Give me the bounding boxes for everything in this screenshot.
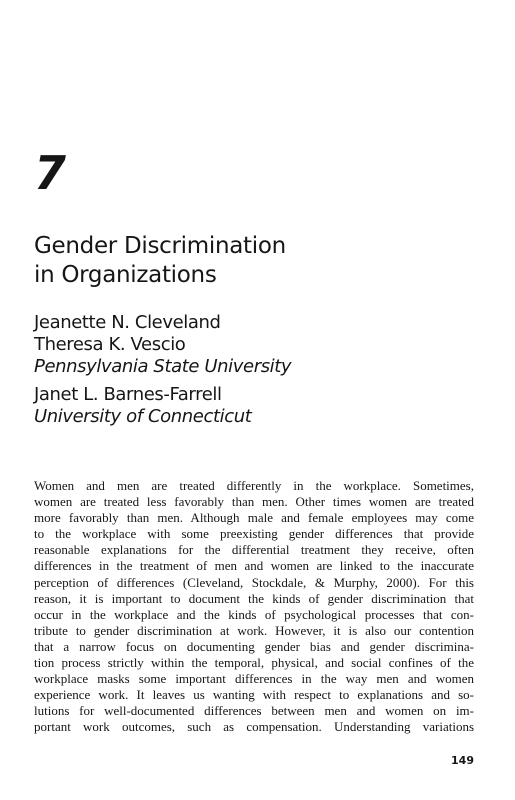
author-name: Janet L. Barnes-Farrell xyxy=(34,384,222,405)
body-line: differences in the treatment of men and women are linked to the inaccurate xyxy=(34,558,474,574)
body-line: experience work. It leaves us wanting with respect to explanations and so- xyxy=(34,687,474,703)
author-block xyxy=(34,312,291,428)
body-line: reason, it is important to document the kinds of gender discrimination that xyxy=(34,590,474,606)
chapter-number: 7 xyxy=(34,146,67,200)
chapter-title-line: Gender Discrimination xyxy=(34,233,286,259)
body-paragraph xyxy=(34,478,474,736)
body-line: portant work outcomes, such as compensation. Understanding variations xyxy=(34,719,474,735)
author-name: Theresa K. Vescio xyxy=(34,334,186,355)
body-line: lutions for well-documented differences between men and women on im- xyxy=(34,703,474,719)
author-affiliation: Pennsylvania State University xyxy=(34,356,292,377)
chapter-title-line: in Organizations xyxy=(34,262,217,288)
body-line: reasonable explanations for the differential treatment they receive, often xyxy=(34,542,474,558)
chapter-title xyxy=(34,232,286,290)
page-number: 149 xyxy=(451,754,474,767)
author-name: Jeanette N. Cleveland xyxy=(34,312,221,333)
body-line: tion process strictly within the temporal, physical, and social confines of the xyxy=(34,655,474,671)
body-line: Women and men are treated differently in the workplace. Sometimes, xyxy=(34,478,474,493)
body-line: women are treated less favorably than men. Other times women are treated xyxy=(34,494,474,510)
body-line: perception of differences (Cleveland, Stockdale, & Murphy, 2000). For this xyxy=(34,574,474,590)
author-affiliation: University of Connecticut xyxy=(34,406,252,427)
body-line: that a narrow focus on documenting gender bias and gender discrimina- xyxy=(34,638,474,654)
body-line: more favorably than men. Although male and female employees may come xyxy=(34,510,474,526)
body-line: occur in the workplace and the kinds of psychological processes that con- xyxy=(34,606,474,622)
body-line: to the workplace with some preexisting gender differences that provide xyxy=(34,526,474,542)
body-line: tribute to gender discrimination at work. However, it is also our contention xyxy=(34,622,474,638)
author-group-1 xyxy=(34,312,291,378)
author-group-2 xyxy=(34,384,291,428)
body-line: workplace masks some important differences in the way men and women xyxy=(34,671,474,687)
